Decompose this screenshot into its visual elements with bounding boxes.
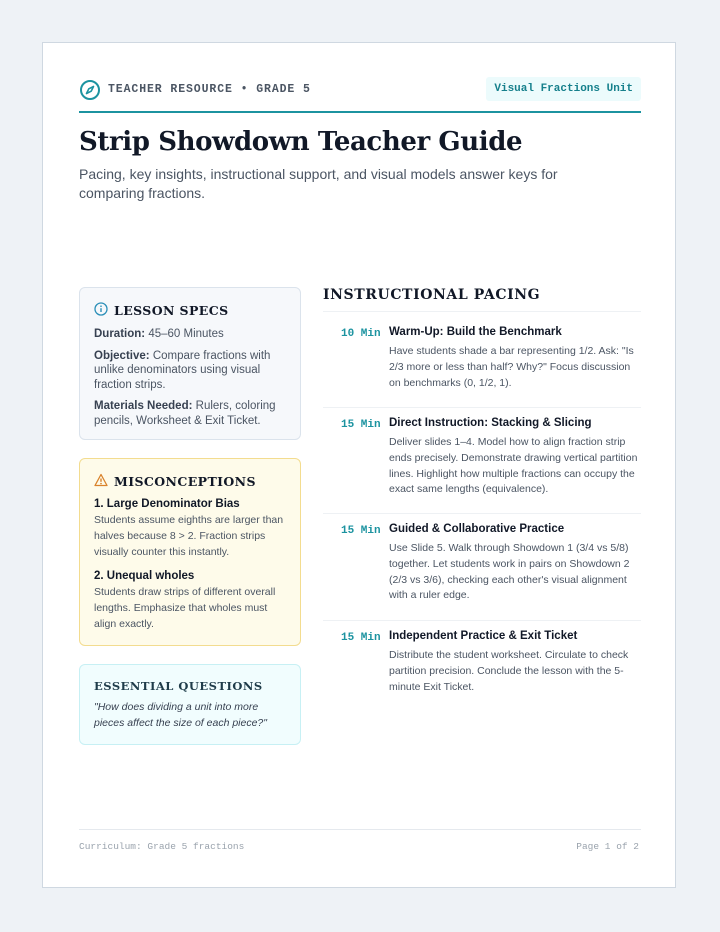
footer-curriculum: Curriculum: Grade 5 fractions [79, 841, 245, 852]
info-icon [94, 302, 108, 319]
spec-materials-label: Materials Needed: [94, 400, 193, 412]
step-description: Have students shade a bar representing 1/2. Ask: "Is 2/3 more or less than half? Why?" Focus discussion on benchmarks (0, 1/2, 1). [389, 345, 634, 389]
page-title: Strip Showdown Teacher Guide [79, 127, 523, 157]
spec-materials [94, 399, 286, 428]
misconceptions-card [79, 458, 301, 646]
step-title: Direct Instruction: Stacking & Slicing [389, 417, 592, 429]
document-page [42, 42, 676, 888]
misconception-heading: 2. Unequal wholes [94, 570, 195, 582]
step-divider [323, 513, 641, 514]
step-title: Guided & Collaborative Practice [389, 523, 565, 535]
unit-badge: Visual Fractions Unit [486, 77, 641, 101]
spec-objective-value: Compare fractions with unlike denominators using visual fraction strips. [94, 349, 271, 391]
step-title: Warm-Up: Build the Benchmark [389, 326, 562, 338]
misconceptions-title: MISCONCEPTIONS [114, 474, 256, 489]
step-description: Deliver slides 1–4. Model how to align fraction strip ends precisely. Demonstrate drawing vertical partition lines. Highlight how multiple fractions can occupy the exact same lengths (equivalence). [389, 436, 638, 496]
step-divider [323, 620, 641, 621]
step-divider [323, 407, 641, 408]
step-description: Distribute the student worksheet. Circulate to check partition precision. Conclude the lesson with the 5-minute Exit Ticket. [389, 649, 629, 693]
pacing-title: INSTRUCTIONAL PACING [323, 287, 541, 303]
misconceptions-heading [94, 473, 286, 490]
spec-objective-label: Objective: [94, 349, 150, 362]
essential-questions-title: ESSENTIAL QUESTIONS [94, 679, 263, 693]
misconception-body: Students assume eighths are larger than halves because 8 > 2. Fraction strips visually counter this instantly. [94, 514, 284, 558]
spec-duration-value: 45–60 Minutes [148, 328, 224, 340]
warning-icon [94, 473, 108, 490]
page-header [79, 79, 641, 113]
page-number: Page 1 of 2 [576, 841, 639, 852]
spec-duration [94, 327, 286, 342]
step-description: Use Slide 5. Walk through Showdown 1 (3/4 vs 5/8) together. Let students work in pairs on Showdown 2 (2/3 vs 3/6), checking each other's visual alignment with a ruler edge. [389, 542, 630, 602]
spec-objective [94, 349, 286, 393]
spec-materials-value: Rulers, coloring pencils, Worksheet & Exit Ticket. [94, 400, 276, 427]
essential-questions-card [79, 664, 301, 745]
resource-eyebrow: TEACHER RESOURCE • GRADE 5 [108, 83, 311, 96]
step-duration: 15 Min [341, 632, 381, 644]
misconception-heading: 1. Large Denominator Bias [94, 498, 240, 510]
step-duration: 15 Min [341, 525, 381, 537]
pacing-divider [323, 311, 641, 312]
compass-icon [79, 79, 101, 101]
lesson-specs-heading [94, 302, 286, 319]
misconception-body: Students draw strips of different overall lengths. Emphasize that wholes must align exactly. [94, 586, 276, 630]
footer-divider [79, 829, 641, 830]
lesson-specs-title: LESSON SPECS [114, 303, 229, 318]
essential-question-quote: "How does dividing a unit into more pieces affect the size of each piece?" [94, 701, 267, 729]
step-duration: 10 Min [341, 328, 381, 340]
step-duration: 15 Min [341, 419, 381, 431]
step-title: Independent Practice & Exit Ticket [389, 630, 578, 642]
spec-duration-label: Duration: [94, 328, 146, 340]
lesson-specs-card [79, 287, 301, 440]
page-subtitle: Pacing, key insights, instructional support, and visual models answer keys for comparing fractions. [79, 166, 558, 201]
